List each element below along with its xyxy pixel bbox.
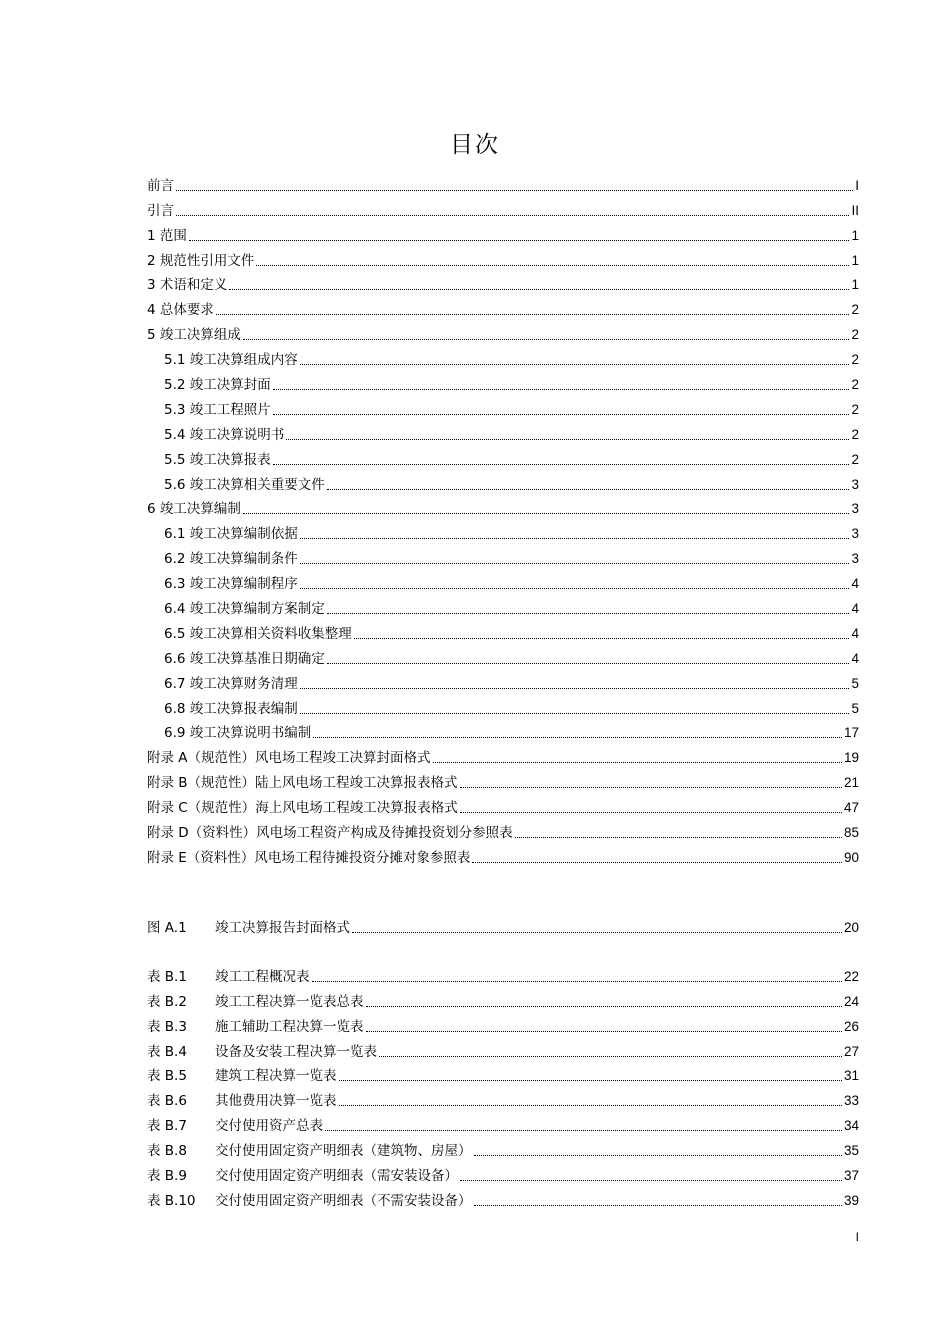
figures-entry[interactable] [147, 912, 859, 937]
dot-leader [474, 1205, 842, 1206]
tables-entry-number: 表 B.8 [147, 1143, 187, 1160]
table-of-contents [147, 170, 859, 867]
toc-entry-label: 附录 A（规范性）风电场工程竣工决算封面格式 [147, 750, 431, 767]
toc-entry-page: 5 [851, 700, 859, 716]
toc-entry-label: 6 竣工决算编制 [147, 501, 241, 518]
figures-entry-title: 竣工决算报告封面格式 [215, 919, 350, 936]
toc-entry[interactable] [147, 195, 859, 220]
toc-entry[interactable] [147, 668, 859, 693]
dot-leader [433, 762, 842, 763]
tables-entry[interactable] [147, 1135, 859, 1160]
toc-entry-page: 21 [843, 775, 859, 791]
tables-entry-page: 33 [843, 1093, 859, 1109]
toc-entry-page: 2 [851, 327, 859, 343]
tables-entry-title: 竣工工程概况表 [215, 968, 310, 985]
toc-entry-page: 4 [851, 576, 859, 592]
toc-entry-page: 90 [843, 849, 859, 865]
tables-entry-page: 26 [843, 1018, 859, 1034]
toc-entry-page: 1 [851, 252, 859, 268]
dot-leader [300, 538, 850, 539]
dot-leader [286, 439, 849, 440]
tables-entry[interactable] [147, 1061, 859, 1086]
toc-entry-page: 4 [851, 650, 859, 666]
dot-leader [379, 1056, 842, 1057]
tables-entry-number: 表 B.6 [147, 1093, 187, 1110]
toc-entry-page: 1 [851, 227, 859, 243]
figures-entry-label [147, 919, 350, 937]
toc-entry-label: 2 规范性引用文件 [147, 252, 255, 269]
tables-entry-label [147, 1018, 364, 1036]
tables-entry-label [147, 1117, 323, 1135]
toc-entry-page: 2 [851, 426, 859, 442]
toc-entry-label: 3 术语和定义 [147, 277, 228, 294]
toc-entry-label: 前言 [147, 177, 174, 194]
toc-entry-page: 2 [851, 302, 859, 318]
dot-leader [273, 464, 850, 465]
toc-entry-label: 附录 D（资料性）风电场工程资产构成及待摊投资划分参照表 [147, 825, 513, 842]
toc-entry[interactable] [147, 394, 859, 419]
page-number: I [855, 1230, 859, 1244]
toc-entry[interactable] [147, 319, 859, 344]
dot-leader [229, 289, 849, 290]
toc-entry[interactable] [147, 817, 859, 842]
toc-entry-label: 6.1 竣工决算编制依据 [164, 526, 298, 543]
tables-entry-number: 表 B.9 [147, 1168, 187, 1185]
page-title: 目次 [450, 132, 500, 158]
tables-entry-title: 施工辅助工程决算一览表 [215, 1018, 364, 1035]
dot-leader [327, 613, 850, 614]
dot-leader [176, 190, 853, 191]
tables-entry-page: 24 [843, 993, 859, 1009]
tables-entry-page: 37 [843, 1168, 859, 1184]
toc-entry[interactable] [147, 842, 859, 867]
dot-leader [354, 638, 850, 639]
tables-entry-title: 交付使用固定资产明细表（需安装设备） [215, 1168, 458, 1185]
figures-entry-number: 图 A.1 [147, 919, 187, 936]
table-list [147, 961, 859, 1210]
toc-entry-label: 5.2 竣工决算封面 [164, 377, 271, 394]
toc-entry-label: 6.7 竣工决算财务清理 [164, 675, 298, 692]
dot-leader [325, 1130, 842, 1131]
tables-entry-number: 表 B.3 [147, 1018, 187, 1035]
toc-entry-page: 17 [843, 725, 859, 741]
toc-entry-page: 1 [851, 277, 859, 293]
toc-entry-label: 5.1 竣工决算组成内容 [164, 352, 298, 369]
tables-entry-page: 34 [843, 1118, 859, 1134]
tables-entry-title: 建筑工程决算一览表 [215, 1068, 337, 1085]
toc-entry-page: I [855, 177, 859, 193]
tables-entry-number: 表 B.5 [147, 1068, 187, 1085]
dot-leader [300, 364, 850, 365]
tables-entry[interactable] [147, 1036, 859, 1061]
toc-entry-label: 4 总体要求 [147, 302, 214, 319]
toc-entry-label: 6.9 竣工决算说明书编制 [164, 725, 312, 742]
tables-entry-label [147, 968, 310, 986]
tables-entry-label [147, 1167, 458, 1185]
toc-entry-page: 2 [851, 401, 859, 417]
dot-leader [366, 1031, 842, 1032]
toc-entry-label: 6.3 竣工决算编制程序 [164, 576, 298, 593]
toc-entry-page: 5 [851, 675, 859, 691]
toc-entry-label: 1 范围 [147, 227, 187, 244]
tables-entry-label [147, 993, 364, 1011]
figure-list [147, 912, 859, 937]
toc-entry-label: 5.6 竣工决算相关重要文件 [164, 476, 325, 493]
toc-entry[interactable] [147, 170, 859, 195]
dot-leader [300, 713, 850, 714]
tables-entry[interactable] [147, 986, 859, 1011]
toc-entry-label: 6.5 竣工决算相关资料收集整理 [164, 625, 352, 642]
dot-leader [339, 1105, 842, 1106]
tables-entry-title: 交付使用资产总表 [215, 1118, 323, 1135]
tables-entry-number: 表 B.7 [147, 1118, 187, 1135]
dot-leader [300, 588, 850, 589]
toc-entry[interactable] [147, 220, 859, 245]
toc-entry-page: 85 [843, 825, 859, 841]
dot-leader [273, 414, 850, 415]
toc-entry[interactable] [147, 643, 859, 668]
toc-entry-page: 19 [843, 750, 859, 766]
figures-entry-page: 20 [843, 919, 859, 935]
dot-leader [256, 265, 849, 266]
toc-entry-page: 3 [851, 476, 859, 492]
toc-entry-page: 47 [843, 800, 859, 816]
toc-entry[interactable] [147, 469, 859, 494]
dot-leader [243, 339, 850, 340]
tables-entry-page: 27 [843, 1043, 859, 1059]
toc-entry-page: 3 [851, 526, 859, 542]
toc-entry-label: 5.3 竣工工程照片 [164, 401, 271, 418]
toc-entry-label: 6.8 竣工决算报表编制 [164, 700, 298, 717]
tables-entry-title: 设备及安装工程决算一览表 [215, 1043, 377, 1060]
toc-entry[interactable] [147, 369, 859, 394]
toc-entry[interactable] [147, 568, 859, 593]
toc-entry-page: 3 [851, 501, 859, 517]
dot-leader [460, 787, 842, 788]
tables-entry-label [147, 1067, 337, 1085]
dot-leader [312, 981, 842, 982]
tables-entry-number: 表 B.2 [147, 993, 187, 1010]
toc-entry[interactable] [147, 344, 859, 369]
toc-entry-page: 3 [851, 551, 859, 567]
dot-leader [460, 812, 842, 813]
tables-entry[interactable] [147, 1085, 859, 1110]
tables-entry[interactable] [147, 1160, 859, 1185]
dot-leader [300, 563, 850, 564]
dot-leader [352, 932, 842, 933]
toc-entry-page: II [851, 202, 859, 218]
toc-entry-label: 5.4 竣工决算说明书 [164, 426, 285, 443]
toc-entry-page: 4 [851, 601, 859, 617]
toc-entry[interactable] [147, 245, 859, 270]
dot-leader [460, 1180, 842, 1181]
toc-entry[interactable] [147, 742, 859, 767]
tables-entry-page: 31 [843, 1068, 859, 1084]
tables-entry-label [147, 1043, 377, 1061]
toc-entry-label: 附录 B（规范性）陆上风电场工程竣工决算报表格式 [147, 775, 458, 792]
toc-entry-label: 引言 [147, 202, 174, 219]
dot-leader [472, 862, 842, 863]
toc-entry-page: 2 [851, 352, 859, 368]
tables-entry-label [147, 1142, 472, 1160]
dot-leader [300, 688, 850, 689]
tables-entry[interactable] [147, 1110, 859, 1135]
tables-entry-title: 竣工工程决算一览表总表 [215, 993, 364, 1010]
dot-leader [327, 489, 850, 490]
tables-entry-label [147, 1092, 337, 1110]
toc-entry[interactable] [147, 294, 859, 319]
dot-leader [176, 215, 849, 216]
dot-leader [515, 837, 842, 838]
dot-leader [243, 513, 850, 514]
toc-entry-label: 6.2 竣工决算编制条件 [164, 551, 298, 568]
toc-entry-page: 4 [851, 625, 859, 641]
dot-leader [366, 1006, 842, 1007]
toc-entry[interactable] [147, 494, 859, 519]
toc-entry[interactable] [147, 767, 859, 792]
tables-entry-title: 其他费用决算一览表 [215, 1093, 337, 1110]
toc-entry-label: 6.4 竣工决算编制方案制定 [164, 601, 325, 618]
tables-entry[interactable] [147, 1011, 859, 1036]
dot-leader [189, 240, 850, 241]
tables-entry-title: 交付使用固定资产明细表（不需安装设备） [215, 1192, 472, 1209]
dot-leader [313, 737, 842, 738]
tables-entry-page: 39 [843, 1192, 859, 1208]
toc-entry-label: 5.5 竣工决算报表 [164, 451, 271, 468]
tables-entry-title: 交付使用固定资产明细表（建筑物、房屋） [215, 1143, 472, 1160]
toc-entry[interactable] [147, 419, 859, 444]
tables-entry-number: 表 B.4 [147, 1043, 187, 1060]
tables-entry-page: 22 [843, 968, 859, 984]
toc-entry[interactable] [147, 270, 859, 295]
toc-entry-label: 附录 E（资料性）风电场工程待摊投资分摊对象参照表 [147, 849, 471, 866]
dot-leader [339, 1080, 842, 1081]
toc-entry[interactable] [147, 618, 859, 643]
toc-entry-page: 2 [851, 451, 859, 467]
toc-entry-page: 2 [851, 377, 859, 393]
tables-entry-number: 表 B.1 [147, 968, 187, 985]
toc-entry[interactable] [147, 792, 859, 817]
dot-leader [327, 663, 850, 664]
toc-entry[interactable] [147, 718, 859, 743]
toc-entry-label: 附录 C（规范性）海上风电场工程竣工决算报表格式 [147, 800, 458, 817]
dot-leader [273, 389, 850, 390]
tables-entry-label [147, 1192, 472, 1210]
tables-entry-page: 35 [843, 1143, 859, 1159]
toc-entry[interactable] [147, 444, 859, 469]
toc-entry-label: 5 竣工决算组成 [147, 327, 241, 344]
tables-entry[interactable] [147, 1185, 859, 1210]
toc-entry[interactable] [147, 543, 859, 568]
tables-entry[interactable] [147, 961, 859, 986]
dot-leader [216, 314, 850, 315]
toc-entry[interactable] [147, 518, 859, 543]
tables-entry-number: 表 B.10 [147, 1192, 196, 1209]
toc-entry[interactable] [147, 593, 859, 618]
toc-entry-label: 6.6 竣工决算基准日期确定 [164, 650, 325, 667]
toc-entry[interactable] [147, 693, 859, 718]
dot-leader [474, 1155, 842, 1156]
